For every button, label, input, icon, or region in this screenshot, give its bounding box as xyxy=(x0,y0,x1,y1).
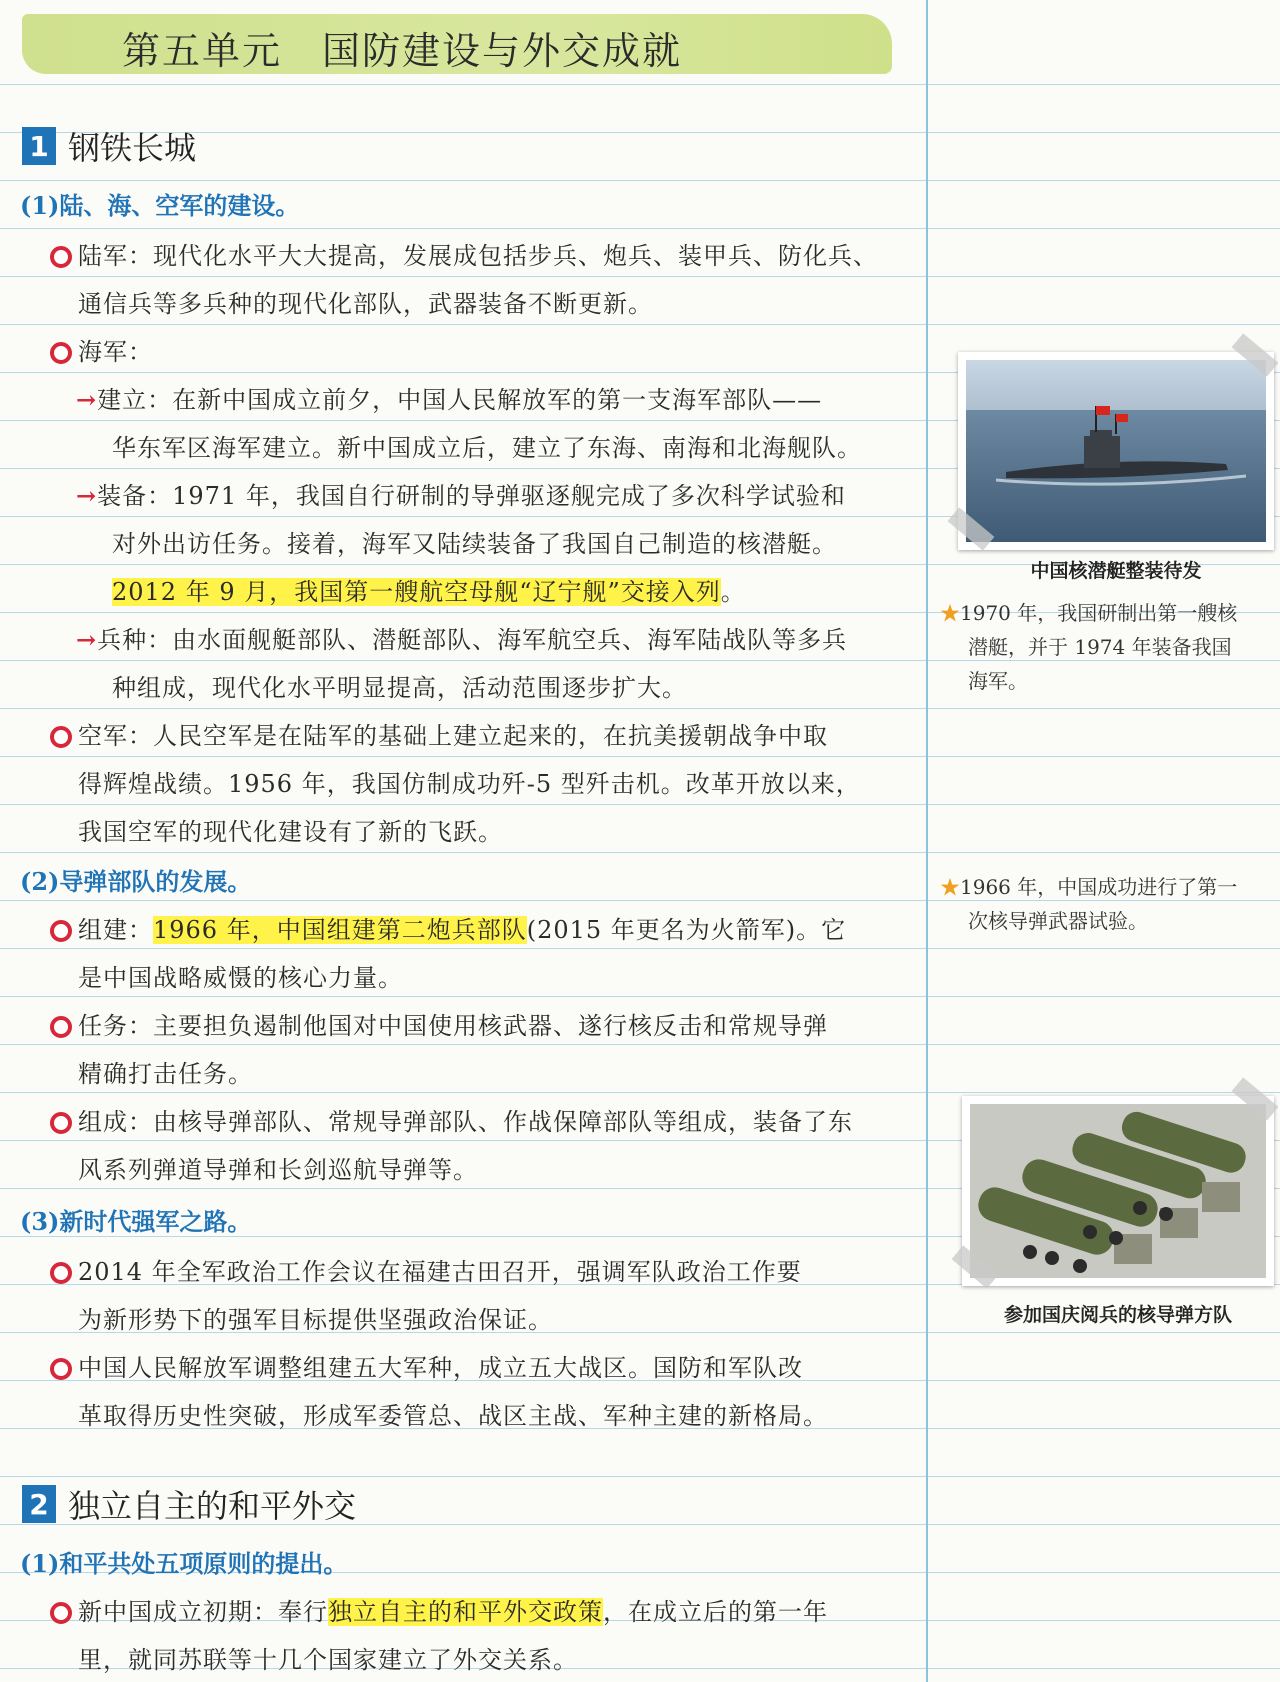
arrow-icon: → xyxy=(76,385,98,414)
bullet-icon xyxy=(50,1358,72,1380)
subheading-missile: (2)导弹部队的发展。 xyxy=(20,867,252,896)
rule-line xyxy=(0,276,1280,277)
rule-line xyxy=(0,708,1280,709)
rule-line xyxy=(0,996,1280,997)
star-icon: ★ xyxy=(940,601,960,625)
submarine-caption: 中国核潜艇整装待发 xyxy=(1030,560,1202,582)
missile-task-line-1: 任务：主要担负遏制他国对中国使用核武器、遂行核反击和常规导弹 xyxy=(78,1012,828,1040)
reform-line-2: 革取得历史性突破，形成军委管总、战区主战、军种主建的新格局。 xyxy=(78,1402,828,1430)
star-icon: ★ xyxy=(940,875,960,899)
submarine-image xyxy=(966,360,1266,542)
gutian-line-1: 2014 年全军政治工作会议在福建古田召开，强调军队政治工作要 xyxy=(78,1258,802,1286)
missile-task-line-2: 精确打击任务。 xyxy=(78,1060,253,1088)
subheading-five-principles: (1)和平共处五项原则的提出。 xyxy=(20,1549,348,1578)
bullet-icon xyxy=(50,342,72,364)
army-line-1: 陆军：现代化水平大大提高，发展成包括步兵、炮兵、装甲兵、防化兵、 xyxy=(78,242,878,270)
section-1-title: 钢铁长城 xyxy=(68,129,197,167)
submarine-photo xyxy=(958,352,1274,550)
diplomacy-line-2: 里，就同苏联等十几个国家建立了外交关系。 xyxy=(78,1646,578,1674)
airforce-line-1: 空军：人民空军是在陆军的基础上建立起来的，在抗美援朝战争中取 xyxy=(78,722,828,750)
bullet-icon xyxy=(50,1016,72,1038)
highlight-peaceful-policy: 独立自主的和平外交政策 xyxy=(328,1598,603,1626)
rule-line xyxy=(0,324,1280,325)
note-1970-line-2: 潜艇，并于 1974 年装备我国 xyxy=(968,635,1232,659)
note-1966-line-2: 次核导弹武器试验。 xyxy=(968,909,1148,933)
rule-line xyxy=(0,84,1280,85)
rule-line xyxy=(0,228,1280,229)
section-1-number: 1 xyxy=(22,127,56,165)
rule-line xyxy=(0,180,1280,181)
navy-equip-line-1: →装备：1971 年，我国自行研制的导弹驱逐舰完成了多次科学试验和 xyxy=(76,481,846,510)
rule-line xyxy=(0,756,1280,757)
rule-line xyxy=(0,948,1280,949)
airforce-line-2: 得辉煌战绩。1956 年，我国仿制成功歼-5 型歼击机。改革开放以来， xyxy=(78,770,861,798)
bullet-icon xyxy=(50,726,72,748)
airforce-line-3: 我国空军的现代化建设有了新的飞跃。 xyxy=(78,818,503,846)
highlight-second-artillery: 1966 年，中国组建第二炮兵部队 xyxy=(153,916,527,944)
navy-found-line-1: →建立：在新中国成立前夕，中国人民解放军的第一支海军部队—— xyxy=(76,385,823,414)
note-1970-line-1: ★1970 年，我国研制出第一艘核 xyxy=(940,601,1238,625)
rule-line xyxy=(0,804,1280,805)
missile-image xyxy=(970,1104,1266,1278)
gutian-line-2: 为新形势下的强军目标提供坚强政治保证。 xyxy=(78,1306,553,1334)
missile-compose-line-1: 组成：由核导弹部队、常规导弹部队、作战保障部队等组成，装备了东 xyxy=(78,1108,853,1136)
navy-found-line-2: 华东军区海军建立。新中国成立后，建立了东海、南海和北海舰队。 xyxy=(112,434,862,462)
diplomacy-line-1: 新中国成立初期：奉行独立自主的和平外交政策，在成立后的第一年 xyxy=(78,1598,828,1626)
navy-label: 海军： xyxy=(78,338,153,366)
bullet-icon xyxy=(50,1602,72,1624)
army-line-2: 通信兵等多兵种的现代化部队，武器装备不断更新。 xyxy=(78,290,653,318)
missile-build-line-1: 组建：1966 年，中国组建第二炮兵部队(2015 年更名为火箭军)。它 xyxy=(78,916,847,944)
rule-line xyxy=(0,1476,1280,1477)
bullet-icon xyxy=(50,920,72,942)
rule-line xyxy=(0,1092,1280,1093)
missile-caption: 参加国庆阅兵的核导弹方队 xyxy=(1003,1304,1232,1326)
note-1966-line-1: ★1966 年，中国成功进行了第一 xyxy=(940,875,1238,899)
subheading-army-navy-air: (1)陆、海、空军的建设。 xyxy=(20,191,300,220)
navy-arms-line-2: 种组成，现代化水平明显提高，活动范围逐步扩大。 xyxy=(112,674,687,702)
page-title: 第五单元 国防建设与外交成就 xyxy=(121,29,682,73)
arrow-icon: → xyxy=(76,481,98,510)
navy-equip-line-3: 2012 年 9 月，我国第一艘航空母舰“辽宁舰”交接入列。 xyxy=(112,578,746,606)
subheading-new-era: (3)新时代强军之路。 xyxy=(20,1207,252,1236)
side-note-1970 xyxy=(940,596,1237,698)
missile-build-line-2: 是中国战略威慑的核心力量。 xyxy=(78,964,403,992)
highlight-liaoning: 2012 年 9 月，我国第一艘航空母舰“辽宁舰”交接入列 xyxy=(112,578,721,606)
section-1-heading xyxy=(22,124,196,168)
section-2-number: 2 xyxy=(22,1485,56,1523)
bullet-icon xyxy=(50,246,72,268)
navy-arms-line-1: →兵种：由水面舰艇部队、潜艇部队、海军航空兵、海军陆战队等多兵 xyxy=(76,625,848,654)
missile-photo xyxy=(962,1096,1274,1286)
section-2-heading xyxy=(22,1482,356,1526)
bullet-icon xyxy=(50,1112,72,1134)
side-note-1966 xyxy=(940,870,1237,938)
note-1970-line-3: 海军。 xyxy=(968,669,1028,693)
margin-line xyxy=(926,0,928,1682)
bullet-icon xyxy=(50,1262,72,1284)
arrow-icon: → xyxy=(76,625,98,654)
rule-line xyxy=(0,1044,1280,1045)
section-2-title: 独立自主的和平外交 xyxy=(68,1487,357,1525)
rule-line xyxy=(0,852,1280,853)
missile-compose-line-2: 风系列弹道导弹和长剑巡航导弹等。 xyxy=(78,1156,478,1184)
reform-line-1: 中国人民解放军调整组建五大军种，成立五大战区。国防和军队改 xyxy=(78,1354,803,1382)
navy-equip-line-2: 对外出访任务。接着，海军又陆续装备了我国自己制造的核潜艇。 xyxy=(112,530,837,558)
title-banner xyxy=(22,14,892,74)
